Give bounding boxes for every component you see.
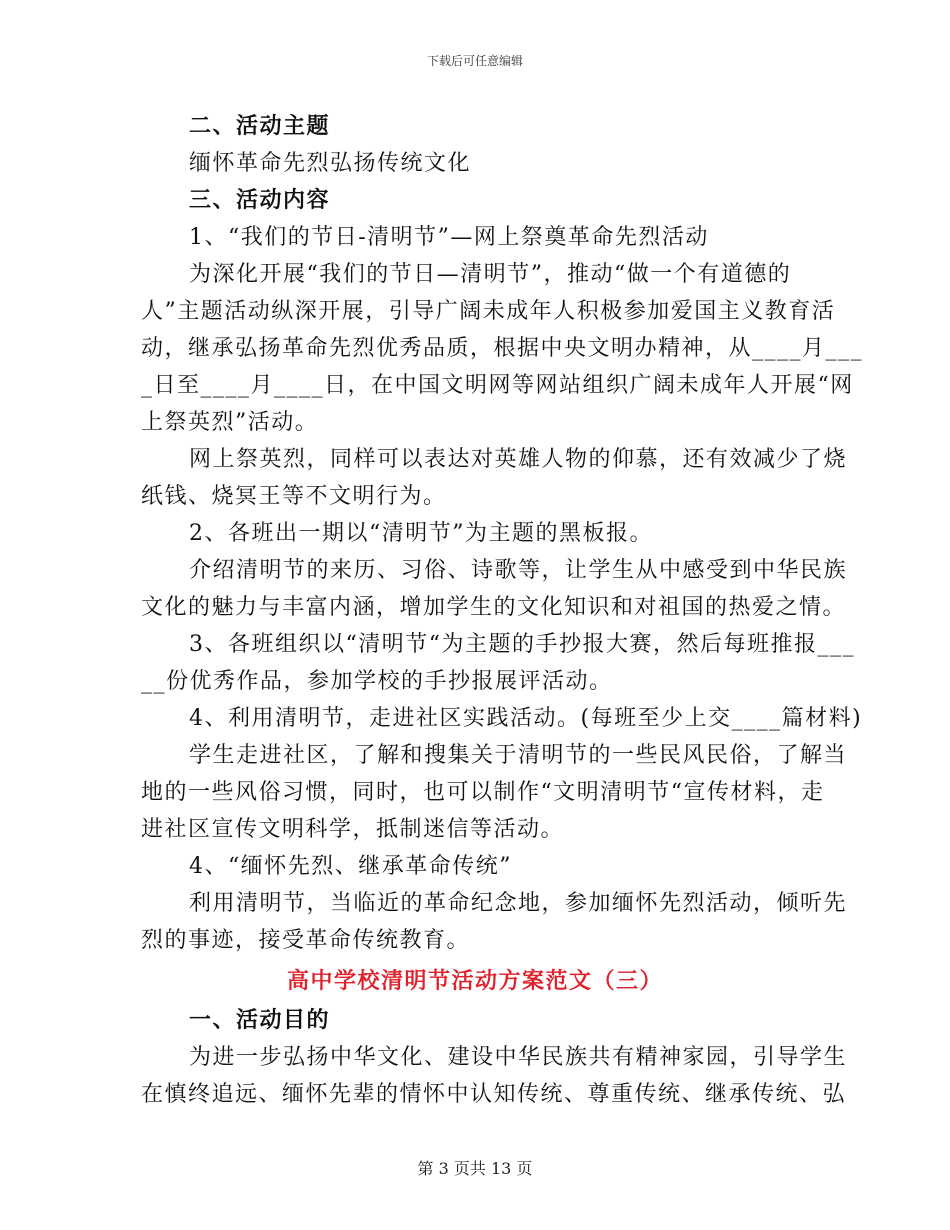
paragraph-line: 进社区宣传文明科学，抵制迷信等活动。 [141, 817, 565, 842]
document-body [141, 108, 864, 1113]
paragraph-line: 纸钱、烧冥王等不文明行为。 [141, 484, 447, 509]
paragraph-line: 文化的魅力与丰富内涵，增加学生的文化知识和对祖国的热爱之情。 [141, 595, 847, 620]
item-1-heading: 1、“我们的节日-清明节”—网上祭奠革命先烈活动 [189, 225, 709, 250]
paragraph-line: 学生走进社区，了解和搜集关于清明节的一些民风民俗，了解当 [189, 743, 848, 768]
item-2-heading: 2、各班出一期以“清明节”为主题的黑板报。 [189, 521, 653, 546]
page-header: 下载后可任意编辑 [426, 54, 523, 68]
paragraph-line: 地的一些风俗习惯，同时，也可以制作“文明清明节“宣传材料，走 [141, 780, 825, 805]
item-3-heading: 3、各班组织以“清明节“为主题的手抄报大赛，然后每班推报___ [189, 632, 855, 657]
paragraph-line: 动，继承弘扬革命先烈优秀品质，根据中央文明办精神，从____月___ [141, 336, 864, 361]
page-footer: 第 3 页共 13 页 [417, 1159, 533, 1178]
paragraph-line: 为进一步弘扬中华文化、建设中华民族共有精神家园，引导学生 [189, 1045, 848, 1070]
item-5-heading: 4、“缅怀先烈、继承革命传统” [189, 854, 512, 879]
theme-text: 缅怀革命先烈弘扬传统文化 [189, 151, 472, 176]
section-heading-purpose: 一、活动目的 [189, 1008, 331, 1033]
paragraph-line: 烈的事迹，接受革命传统教育。 [141, 928, 471, 953]
paragraph-line: 为深化开展“我们的节日—清明节”，推动“做一个有道德的 [189, 262, 792, 287]
paragraph-line: 在慎终追远、缅怀先辈的情怀中认知传统、尊重传统、继承传统、弘 [141, 1082, 847, 1107]
section-title-3: 高中学校清明节活动方案范文（三） [286, 969, 663, 994]
section-heading-theme: 二、活动主题 [189, 114, 331, 139]
paragraph-line: 上祭英烈”活动。 [141, 410, 319, 435]
paragraph-line: __份优秀作品，参加学校的手抄报展评活动。 [141, 669, 613, 694]
paragraph-line: 利用清明节，当临近的革命纪念地，参加缅怀先烈活动，倾听先 [189, 891, 848, 916]
paragraph-line: _日至____月____日，在中国文明网等网站组织广阔未成年人开展“网 [141, 373, 854, 398]
paragraph-line: 人”主题活动纵深开展，引导广阔未成年人积极参加爱国主义教育活 [141, 299, 836, 324]
paragraph-line: 网上祭英烈，同样可以表达对英雄人物的仰慕，还有效减少了烧 [189, 447, 848, 472]
paragraph-line: 介绍清明节的来历、习俗、诗歌等，让学生从中感受到中华民族 [189, 558, 848, 583]
item-4-heading: 4、利用清明节，走进社区实践活动。(每班至少上交____篇材料) [189, 706, 863, 731]
section-heading-content: 三、活动内容 [189, 188, 331, 213]
